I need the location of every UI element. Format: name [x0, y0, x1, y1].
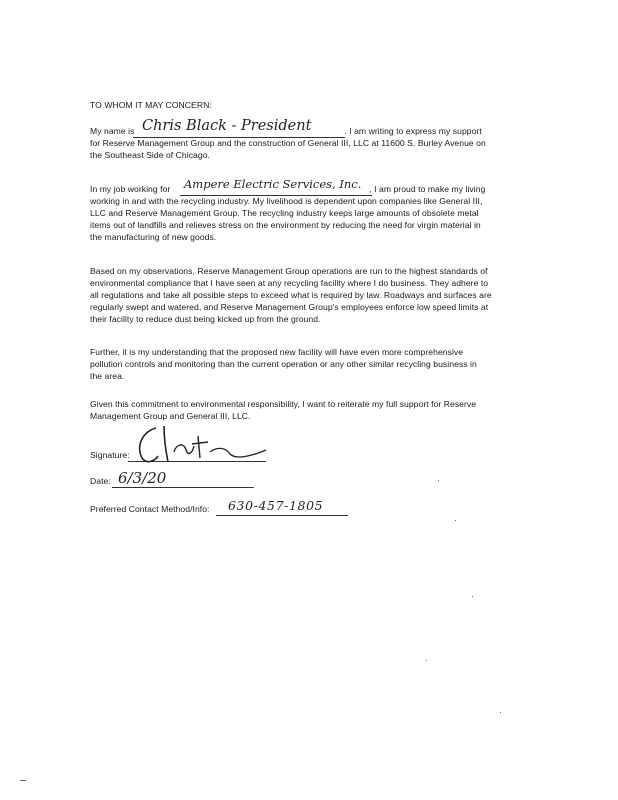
para4-line3: the area.	[90, 371, 125, 381]
para2-line5: the manufacturing of new goods.	[90, 232, 217, 242]
para3-line3: all regulations and take all possible steps to exceed what is required by law. Roadways and surfaces are	[90, 290, 492, 300]
handwritten-signature	[300, 440, 302, 441]
para5-line2: Management Group and General III, LLC.	[90, 411, 251, 421]
para3-line1: Based on my observations, Reserve Management Group operations are run to the highest standards of	[90, 266, 488, 276]
para2-line2: working in and with the recycling industry. My livelihood is dependent upon companies like General III,	[90, 196, 483, 206]
handwritten-contact: 630-457-1805	[228, 498, 324, 513]
handwritten-company: Ampere Electric Services, Inc.	[184, 177, 362, 191]
para2-line3: LLC and Reserve Management Group. The recycling industry keeps large amounts of obsolete metal	[90, 208, 479, 218]
para2-line1-end: , I am proud to make my living	[369, 184, 486, 194]
scan-speck	[455, 520, 456, 521]
scan-speck	[20, 780, 26, 781]
para1-line1-start: My name is	[90, 126, 135, 136]
scan-speck	[500, 712, 501, 713]
handwritten-signature-mark	[128, 422, 273, 466]
date-underline	[112, 487, 254, 488]
signature-label: Signature:	[90, 450, 130, 460]
handwritten-name: Chris Black - President	[142, 118, 312, 134]
salutation: TO WHOM IT MAY CONCERN:	[90, 100, 212, 110]
contact-underline	[216, 515, 348, 516]
para2-line1-start: In my job working for	[90, 184, 171, 194]
para1-line1-end: . I am writing to express my support	[344, 126, 482, 136]
para2-line4: items out of landfills and relieves stress on the environment by reducing the need for virgin material in	[90, 220, 481, 230]
scan-speck	[426, 660, 427, 661]
para4-line1: Further, it is my understanding that the proposed new facility will have even more comprehensive	[90, 347, 464, 357]
para1-line2: for Reserve Management Group and the construction of General III, LLC at 11600 S. Burley Avenue on	[90, 138, 486, 148]
para3-line2: environmental compliance that I have seen at any recycling facility where I do business. They adhere to	[90, 278, 489, 288]
para5-line1: Given this commitment to environmental responsibility, I want to reiterate my full support for Reserve	[90, 399, 477, 409]
para4-line2: pollution controls and monitoring than the current operation or any other similar recycling business in	[90, 359, 477, 369]
para3-line4: regularly swept and watered, and Reserve Management Group's employees enforce low speed limits at	[90, 302, 489, 312]
scan-speck	[438, 480, 439, 481]
contact-label: Preferred Contact Method/Info:	[90, 504, 210, 514]
para3-line5: their facility to reduce dust being kicked up from the ground.	[90, 314, 321, 324]
para1-line3: the Southeast Side of Chicago.	[90, 150, 210, 160]
handwritten-date: 6/3/20	[118, 469, 167, 487]
date-label: Date:	[90, 476, 111, 486]
scan-speck	[472, 596, 473, 597]
